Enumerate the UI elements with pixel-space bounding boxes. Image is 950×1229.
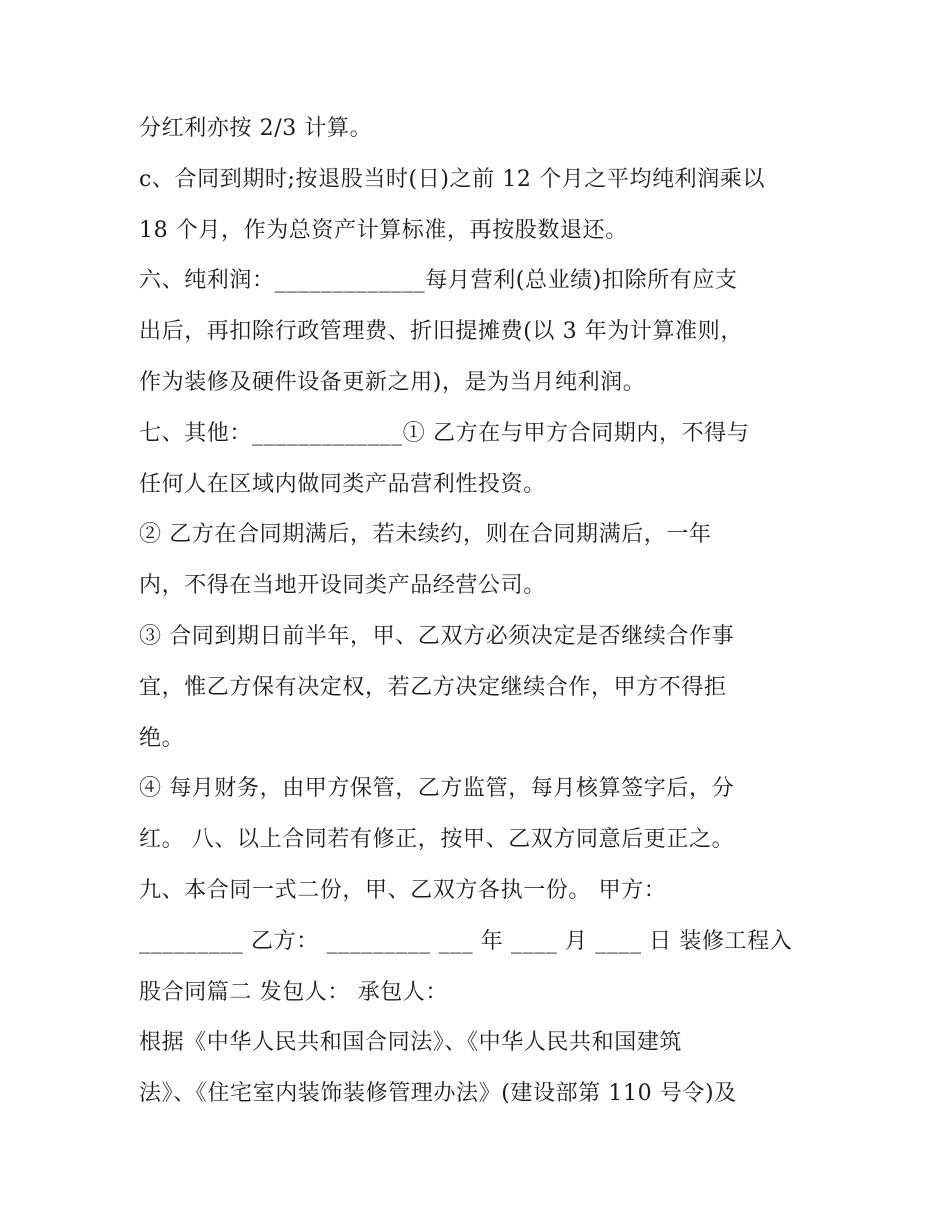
text-line: 法》、《住宅室内装饰装修管理办法》(建设部第 110 号令)及 — [139, 1081, 737, 1107]
text-line: 根据《中华人民共和国合同法》、《中华人民共和国建筑 — [139, 1030, 683, 1056]
text-line: c、合同到期时;按退股当时(日)之前 12 个月之平均纯利润乘以 — [139, 166, 766, 192]
text-line: ④ 每月财务，由甲方保管，乙方监管，每月核算签字后，分 — [139, 776, 735, 802]
text-line: 绝。 — [139, 725, 185, 751]
text-line: 作为装修及硬件设备更新之用)，是为当月纯利润。 — [139, 369, 646, 395]
text-line: 宜，惟乙方保有决定权，若乙方决定继续合作，甲方不得拒 — [139, 674, 727, 700]
text-line: _________ 乙方： _________ ___ 年 ____ 月 ____ 日 装修工程入 — [139, 928, 793, 954]
text-line: 内，不得在当地开设同类产品经营公司。 — [139, 573, 546, 599]
text-line: 七、其他：_____________① 乙方在与甲方合同期内，不得与 — [139, 420, 750, 446]
text-line: 六、纯利润：_____________每月营利(总业绩)扣除所有应支 — [139, 268, 738, 294]
text-line: 红。 八、以上合同若有修正，按甲、乙双方同意后更正之。 — [139, 827, 735, 853]
contract-text — [139, 104, 819, 1120]
text-line: 任何人在区域内做同类产品营利性投资。 — [139, 471, 546, 497]
text-line: 九、本合同一式二份，甲、乙双方各执一份。 甲方： — [139, 877, 667, 903]
text-line: 出后，再扣除行政管理费、折旧提摊费(以 3 年为计算准则， — [139, 319, 743, 345]
text-line: ② 乙方在合同期满后，若未续约，则在合同期满后，一年 — [139, 522, 712, 548]
text-line: ③ 合同到期日前半年，甲、乙双方必须决定是否继续合作事 — [139, 623, 735, 649]
text-line: 18 个月，作为总资产计算标准，再按股数退还。 — [139, 217, 628, 243]
text-line: 股合同篇二 发包人： 承包人： — [139, 979, 448, 1005]
text-line: 分红利亦按 2/3 计算。 — [139, 116, 373, 141]
